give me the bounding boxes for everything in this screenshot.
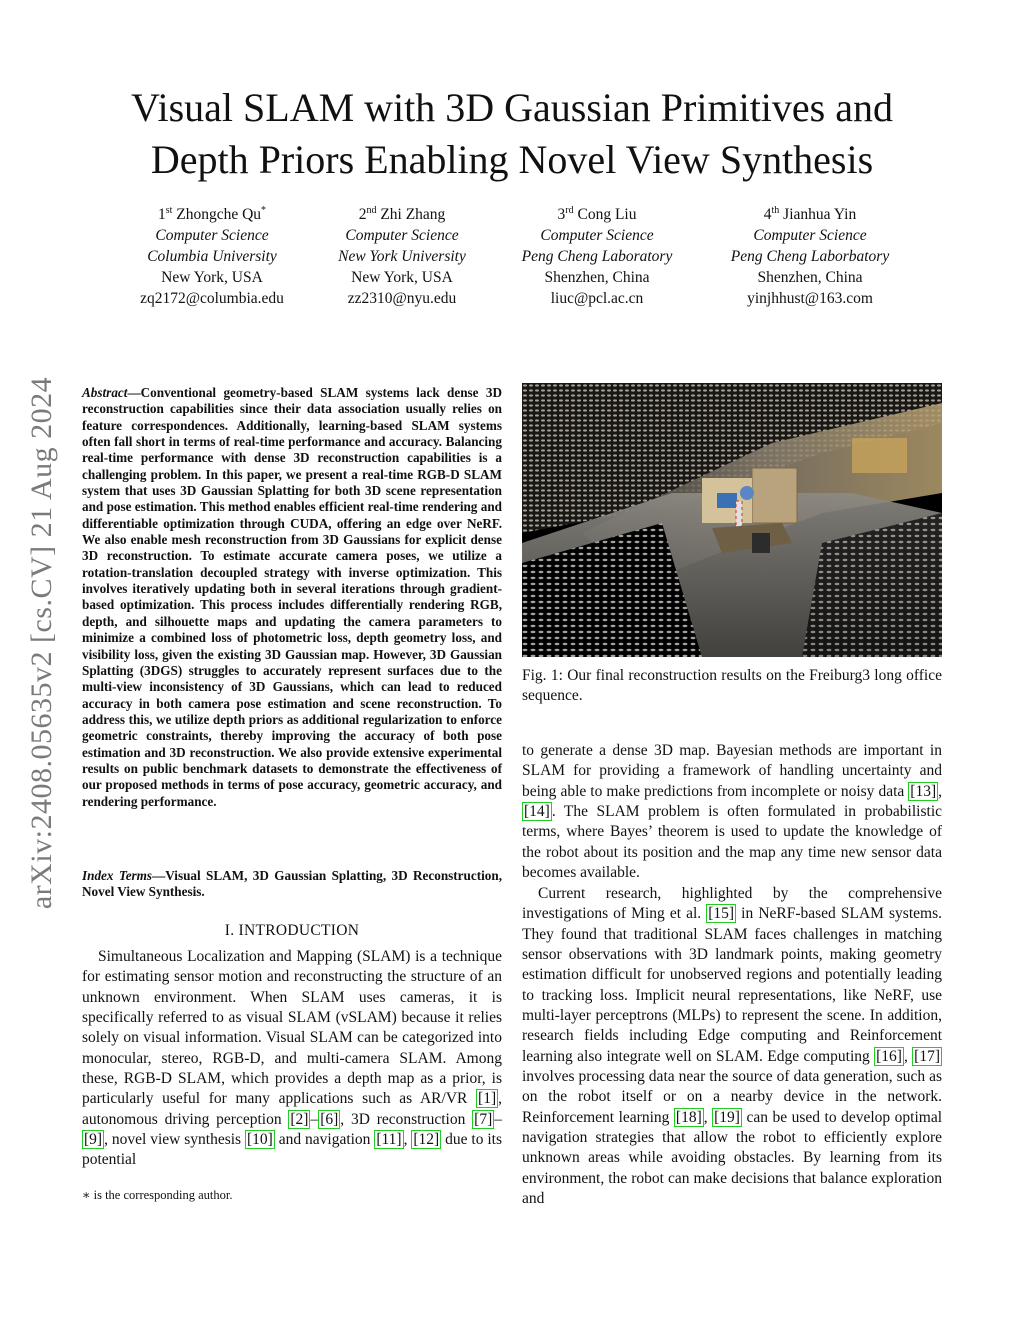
author-3 [497, 200, 697, 309]
author-4-ord: 4 [763, 206, 772, 224]
author-1-org: Columbia University [147, 248, 277, 266]
author-3-location: Shenzhen, China [544, 269, 650, 287]
abstract-text: —Conventional geometry-based SLAM systems lack dense 3D reconstruction capabilities since their data association usually relies on feature correspondences. Additionally, learning-based SLAM systems often fall short in terms of real-time performance and accuracy. Balancing real-time performance with dense 3D reconstruction capabilities is a challenging problem. In this paper, we present a real-time RGB-D SLAM system that uses 3D Gaussian Splatting for both 3D scene representation and pose estimation. This method enables efficient real-time rendering and differentiable optimization through CUDA, offering an edge over NeRF. We also enable mesh reconstruction from 3D Gaussians for explicit dense 3D reconstruction. To estimate accurate camera poses, we utilize a rotation-translation decoupled strategy with inverse optimization. This involves iteratively updating both in several iterations through gradient-based optimization. This process includes differentially rendering RGB, depth, and silhouette maps and updating the camera parameters to minimize a combined loss of photometric loss, depth geometry loss, and visibility loss, given the existing 3D Gaussian map. However, 3D Gaussian Splatting (3DGS) struggles to accurately represent surfaces due to the multi-view inconsistency of 3D Gaussians, which can lead to reduced accuracy in both camera pose estimation and scene reconstruction. To address this, we utilize depth priors as additional regularization to enforce geometric constraints, thereby improving the accuracy of both pose estimation and 3D reconstruction. We also provide extensive experimental results on public benchmark datasets to demonstrate the effectiveness of our proposed methods in terms of pose accuracy, geometric accuracy, and rendering performance. [82, 385, 502, 809]
author-3-name: Cong Liu [577, 206, 637, 224]
text-run: , 3D reconstruction [340, 1110, 473, 1128]
text-run: – [310, 1110, 319, 1128]
author-1-name: Zhongche Qu [176, 206, 262, 224]
author-4-org: Peng Cheng Laborbatory [730, 248, 890, 266]
abstract [82, 385, 502, 810]
author-1 [112, 200, 312, 309]
text-run: Current research, highlighted by the comprehensive investigations of Ming et al. [522, 885, 942, 923]
author-3-ord: 3 [557, 206, 566, 224]
author-2-dept: Computer Science [345, 227, 459, 245]
author-4-dept: Computer Science [753, 227, 867, 245]
abstract-label: Abstract [82, 385, 128, 400]
text-run: to generate a dense 3D map. Bayesian methods are important in SLAM for providing a framework of handling uncertainty and being able to make predictions from incomplete or noisy data [522, 742, 942, 800]
citation-link[interactable]: [9] [84, 1131, 103, 1149]
author-4-location: Shenzhen, China [757, 269, 863, 287]
citation-link[interactable]: [2] [290, 1110, 309, 1128]
citation-link[interactable]: [15] [708, 905, 735, 923]
text-run: involves processing data near the source of data generation, such as on the robot itself or on a nearby device in the network. Reinforcement learning [522, 1068, 942, 1126]
figure-chair [752, 533, 770, 553]
index-terms-label: Index Terms [82, 868, 153, 883]
author-2-ord-sup: nd [366, 205, 377, 216]
author-2-location: New York, USA [351, 269, 453, 287]
text-run: can be used to develop optimal navigation strategies that allow the robot to efficiently explore unknown areas while avoiding obstacles. By learning from its environment, the robot can make decisions that balance exploration and [522, 1108, 943, 1208]
author-1-corresponding-mark: * [261, 205, 267, 216]
text-run: , [903, 1047, 913, 1065]
author-4-name: Jianhua Yin [783, 206, 857, 224]
author-1-dept: Computer Science [155, 227, 269, 245]
figure-cubicle-panel [752, 468, 797, 523]
author-4-email[interactable]: yinjhhust@163.com [747, 290, 873, 308]
text-run: , [703, 1108, 713, 1126]
citation-link[interactable]: [12] [413, 1131, 440, 1149]
author-1-ord: 1 [157, 206, 166, 224]
author-1-location: New York, USA [161, 269, 263, 287]
citation-link[interactable]: [6] [320, 1110, 339, 1128]
author-2-email[interactable]: zz2310@nyu.edu [347, 290, 457, 308]
citation-link[interactable]: [16] [876, 1047, 902, 1065]
author-2-name: Zhi Zhang [380, 206, 446, 224]
index-terms-text: —Visual SLAM, 3D Gaussian Splatting, 3D Reconstruction, Novel View Synthesis. [82, 868, 502, 900]
text-run: , autonomous driving perception [82, 1090, 502, 1128]
author-1-ord-sup: st [165, 205, 173, 216]
text-run: Simultaneous Localization and Mapping (SLAM) is a technique for estimating sensor motion and reconstructing the structure of an unknown environment. When SLAM uses cameras, it is specifically referred to as visual SLAM (vSLAM) because it relies solely on visual information. Visual SLAM can be categorized into monocular, stereo, RGB-D, and multi-camera SLAM. Among these, RGB-D SLAM, which provides a depth map as a prior, is particularly useful for many applications such as AR/VR [82, 948, 502, 1108]
citation-link[interactable]: [1] [478, 1090, 497, 1108]
author-2-org: New York University [338, 248, 466, 266]
section-heading: I. INTRODUCTION [224, 922, 360, 939]
citation-link[interactable]: [17] [914, 1047, 940, 1065]
text-run: , [403, 1131, 412, 1149]
citation-link[interactable]: [11] [376, 1131, 402, 1149]
figure-wall-poster [852, 438, 907, 473]
text-run: , novel view synthesis [104, 1131, 245, 1149]
author-1-email[interactable]: zq2172@columbia.edu [140, 290, 284, 308]
arxiv-identifier [18, 344, 66, 942]
figure-monitor [717, 493, 737, 508]
index-terms [82, 868, 502, 901]
text-run: , [938, 782, 942, 800]
citation-link[interactable]: [13] [910, 782, 937, 800]
intro-paragraph-2 [522, 741, 942, 883]
text-run: . The SLAM problem is often formulated in probabilistic terms, where Bayes’ theorem is used to update the knowledge of the robot about its position and the map any time new sensor data becomes available. [522, 803, 942, 882]
author-3-ord-sup: rd [565, 205, 574, 216]
author-2-ord: 2 [358, 206, 367, 224]
text-run: due to its potential [82, 1131, 502, 1169]
author-3-email[interactable]: liuc@pcl.ac.cn [550, 290, 644, 308]
citation-link[interactable]: [18] [675, 1108, 702, 1126]
intro-paragraph-1 [82, 947, 502, 1171]
figure-globe [740, 486, 754, 500]
figure-reconstruction [522, 383, 942, 657]
footnote: ∗ is the corresponding author. [82, 1188, 233, 1202]
author-3-dept: Computer Science [540, 227, 654, 245]
author-4 [710, 200, 910, 309]
text-run: – [494, 1110, 502, 1128]
intro-paragraph-3 [522, 884, 942, 1210]
text-run: in NeRF-based SLAM systems. They found that traditional SLAM faces challenges in matching sensor observations with 3D landmark points, making geometry estimation difficult for unobserved regions and potentially leading to tracking loss. Implicit neural representations, like NeRF, use multi-layer perceptrons (MLPs) to represent the scene. In addition, research fields including Edge computing and Reinforcement learning also integrate well on SLAM. Edge computing [522, 905, 942, 1065]
figure-caption: Fig. 1: Our final reconstruction results on the Freiburg3 long office sequence. [522, 667, 942, 705]
author-2 [302, 200, 502, 309]
author-3-org: Peng Cheng Laboratory [521, 248, 673, 266]
citation-link[interactable]: [10] [246, 1131, 273, 1149]
author-4-ord-sup: th [771, 205, 780, 216]
text-run: and navigation [274, 1131, 375, 1149]
citation-link[interactable]: [14] [524, 803, 550, 821]
citation-link[interactable]: [7] [474, 1110, 493, 1128]
citation-link[interactable]: [19] [714, 1108, 740, 1126]
paper-title: Visual SLAM with 3D Gaussian Primitives and Depth Priors Enabling Novel View Synthesis [130, 85, 893, 182]
arxiv-id-text: arXiv:2408.05635v2 [cs.CV] 21 Aug 2024 [25, 376, 58, 910]
